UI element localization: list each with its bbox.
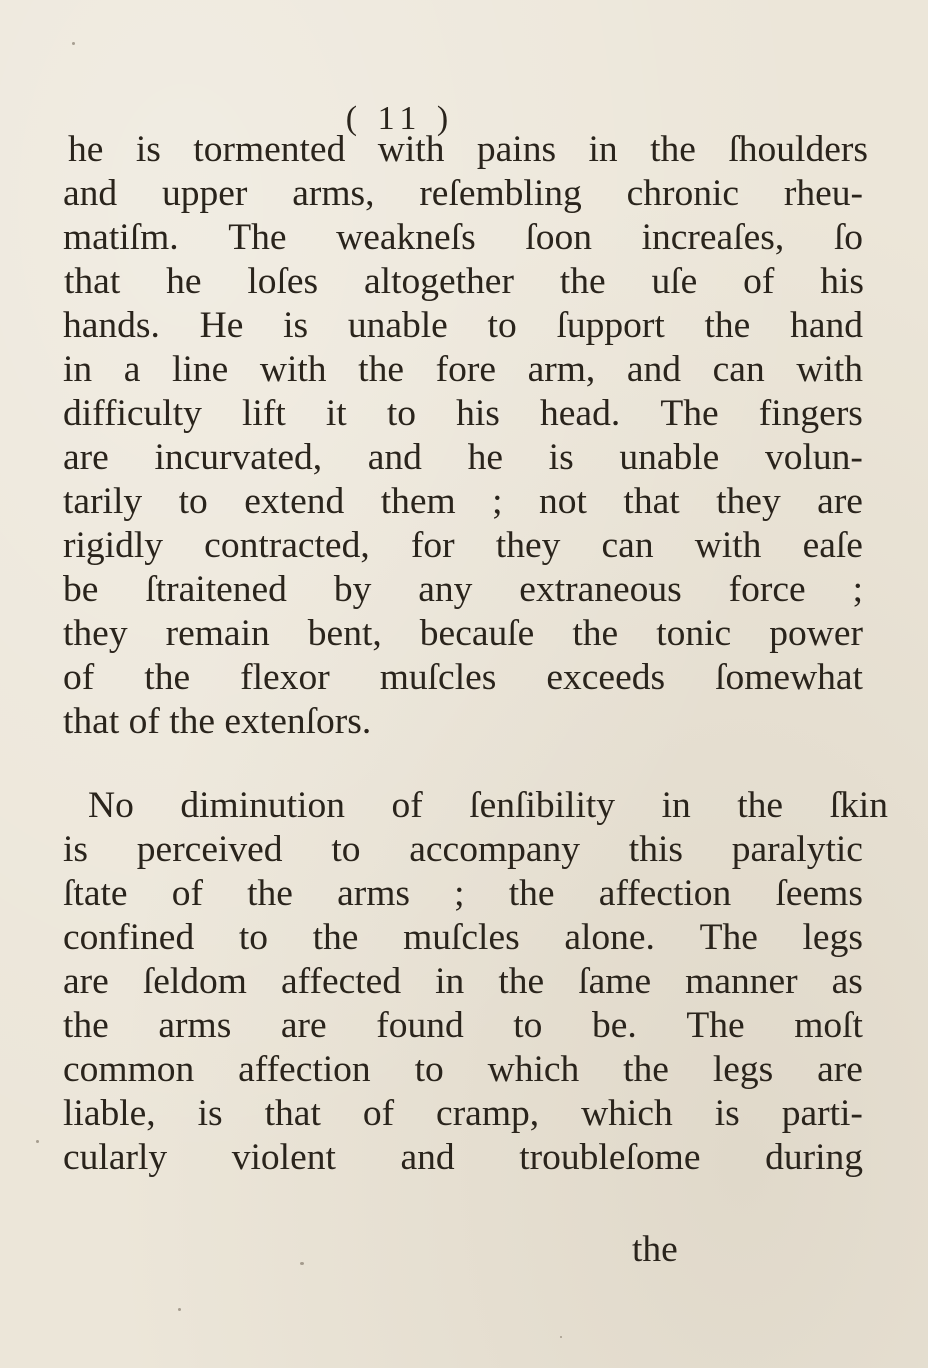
paper-speck [178, 1308, 181, 1311]
word: of [171, 873, 203, 914]
word: as [831, 961, 863, 1002]
word: parti- [781, 1093, 863, 1134]
word: his [820, 261, 864, 302]
word: the [358, 349, 404, 390]
word: affected [281, 961, 402, 1002]
word: any [418, 569, 473, 610]
word: he [68, 129, 104, 170]
word: line [172, 349, 229, 390]
word: to [178, 481, 208, 522]
word: fingers [758, 393, 863, 434]
word: moſt [794, 1005, 863, 1046]
text-line [0, 260, 904, 304]
word: head. [540, 393, 621, 434]
word: legs [712, 1049, 774, 1090]
word: loſes [247, 261, 319, 302]
word: difficulty [63, 393, 202, 434]
word: to [414, 1049, 444, 1090]
word: affection [598, 873, 732, 914]
word: to [513, 1005, 543, 1046]
text-line [0, 392, 903, 436]
word: the [312, 917, 359, 958]
word: muſcles [403, 917, 520, 958]
word: ſtate [63, 873, 128, 914]
word: accompany [409, 829, 581, 870]
word: in [661, 785, 691, 826]
text-line [0, 1136, 903, 1180]
word: the [650, 129, 696, 170]
word: fore [435, 349, 496, 390]
word: with [796, 349, 863, 390]
word: chronic [626, 173, 740, 214]
word: of [362, 1093, 395, 1134]
paper-speck [36, 1140, 39, 1143]
text-line [0, 436, 903, 480]
word: and [367, 437, 422, 478]
text-line [0, 128, 908, 172]
word: unable [347, 305, 448, 346]
word: pains [476, 129, 557, 170]
word: the [144, 657, 191, 698]
word: ſenſibility [469, 785, 616, 826]
word: to [331, 829, 361, 870]
word: to [238, 917, 268, 958]
word: which [487, 1049, 580, 1090]
word: that [623, 481, 680, 522]
page-number: ( 11 ) [345, 100, 455, 137]
word: ſkin [829, 785, 888, 826]
word: The [660, 393, 719, 434]
text-line [0, 1004, 903, 1048]
word: in [63, 349, 93, 390]
word: is [63, 829, 89, 870]
word: found [376, 1005, 464, 1046]
word: cularly [63, 1137, 168, 1178]
text-line [0, 916, 903, 960]
word: can [712, 349, 765, 390]
word: diminution [180, 785, 345, 826]
text-line [0, 1048, 903, 1092]
word: is [714, 1093, 740, 1134]
word: ſupport [556, 305, 665, 346]
word: the [737, 785, 784, 826]
word: The [686, 1005, 745, 1046]
word: force [728, 569, 806, 610]
word: tormented [193, 129, 346, 170]
word: remain [165, 613, 270, 654]
word: weakneſs [336, 217, 476, 258]
word: be. [592, 1005, 637, 1046]
word: are [817, 481, 863, 522]
paper-speck [560, 1336, 562, 1338]
word: perceived [136, 829, 283, 870]
paper-speck [72, 42, 75, 45]
word: ſeldom [142, 961, 247, 1002]
word: tarily [63, 481, 143, 522]
word: they [495, 525, 561, 566]
word: and [400, 1137, 455, 1178]
word: upper [161, 173, 248, 214]
catchword: the [632, 1229, 678, 1270]
text-line [0, 1092, 903, 1136]
word: this [628, 829, 683, 870]
word: lift [242, 393, 286, 434]
word: them [380, 481, 456, 522]
text-line [0, 216, 903, 260]
word: reſembling [419, 173, 582, 214]
word: a [123, 349, 141, 390]
word: in [588, 129, 618, 170]
word: hands. [63, 305, 160, 346]
word: tonic [656, 613, 732, 654]
text-line [0, 480, 903, 524]
word: ſame [578, 961, 652, 1002]
text-line [0, 348, 903, 392]
word: The [228, 217, 287, 258]
word: incurvated, [154, 437, 323, 478]
word: with [694, 525, 762, 566]
word: ſoon [525, 217, 592, 258]
word: ; [492, 481, 503, 522]
word: No [88, 785, 134, 826]
word: troubleſome [519, 1137, 701, 1178]
word: ſhoulders [728, 129, 868, 170]
word: the [623, 1049, 669, 1090]
word: arms [158, 1005, 232, 1046]
word: uſe [651, 261, 698, 302]
word: ; [852, 569, 863, 610]
word: ; [454, 873, 465, 914]
word: cramp, [436, 1093, 540, 1134]
word: to [487, 305, 517, 346]
word: confined [63, 917, 195, 958]
word: are [817, 1049, 863, 1090]
word: during [765, 1137, 863, 1178]
word: the [572, 613, 619, 654]
word: with [377, 129, 445, 170]
word: they [716, 481, 781, 522]
word: it [325, 393, 347, 434]
word: the [559, 261, 606, 302]
text-line [0, 524, 903, 568]
word: ſeems [775, 873, 863, 914]
word: extend [244, 481, 345, 522]
word: which [581, 1093, 673, 1134]
word: affection [238, 1049, 371, 1090]
word: are [280, 1005, 327, 1046]
word: muſcles [379, 657, 497, 698]
word: flexor [240, 657, 330, 698]
word: that [264, 1093, 321, 1134]
text-line [0, 872, 903, 916]
word: extraneous [519, 569, 682, 610]
text-line [0, 656, 903, 700]
word: of [391, 785, 423, 826]
word: is [135, 129, 161, 170]
word: He [199, 305, 244, 346]
word: altogether [364, 261, 514, 302]
word: the [704, 305, 751, 346]
word: are [63, 437, 109, 478]
word: arms, [292, 173, 375, 214]
word: in [435, 961, 465, 1002]
text-line [0, 172, 903, 216]
word: bent, [307, 613, 382, 654]
word: for [410, 525, 455, 566]
word: rigidly [63, 525, 163, 566]
text-line [0, 784, 928, 828]
word: ſtraitened [145, 569, 287, 610]
word: be [63, 569, 99, 610]
word: is [197, 1093, 223, 1134]
word: his [456, 393, 500, 434]
word: ſo [833, 217, 863, 258]
word: becauſe [419, 613, 535, 654]
word: by [333, 569, 372, 610]
word: rheu- [783, 173, 863, 214]
word: can [601, 525, 654, 566]
word: manner [685, 961, 798, 1002]
word: hand [790, 305, 863, 346]
word: liable, [63, 1093, 156, 1134]
text-line [0, 568, 903, 612]
word: power [769, 613, 863, 654]
word: increaſes, [641, 217, 785, 258]
word: volun- [765, 437, 863, 478]
word: violent [231, 1137, 336, 1178]
word: legs [802, 917, 863, 958]
word: is [283, 305, 309, 346]
word: exceeds [546, 657, 666, 698]
word: common [63, 1049, 195, 1090]
word: and [626, 349, 682, 390]
word: contracted, [204, 525, 370, 566]
word: that [64, 261, 121, 302]
text-line [0, 612, 903, 656]
word: alone. [564, 917, 655, 958]
word: matiſm. [63, 217, 179, 258]
word: and [63, 173, 118, 214]
word: The [699, 917, 758, 958]
word: not [539, 481, 587, 522]
text-line [0, 960, 903, 1004]
word: arm, [527, 349, 596, 390]
word: arms [337, 873, 410, 914]
word: the [498, 961, 545, 1002]
word: the [508, 873, 555, 914]
word: of [743, 261, 775, 302]
word: the [63, 1005, 109, 1046]
text-line: that of the extenſors. [63, 701, 372, 742]
text-line [0, 828, 903, 872]
word: eaſe [802, 525, 863, 566]
paper-speck [300, 1262, 304, 1265]
word: unable [619, 437, 720, 478]
word: he [467, 437, 503, 478]
word: of [63, 657, 95, 698]
word: to [386, 393, 417, 434]
word: they [63, 613, 128, 654]
word: are [63, 961, 109, 1002]
word: paralytic [731, 829, 863, 870]
word: is [548, 437, 574, 478]
word: with [259, 349, 327, 390]
word: he [166, 261, 202, 302]
word: the [247, 873, 293, 914]
text-line [0, 304, 903, 348]
word: ſomewhat [715, 657, 863, 698]
